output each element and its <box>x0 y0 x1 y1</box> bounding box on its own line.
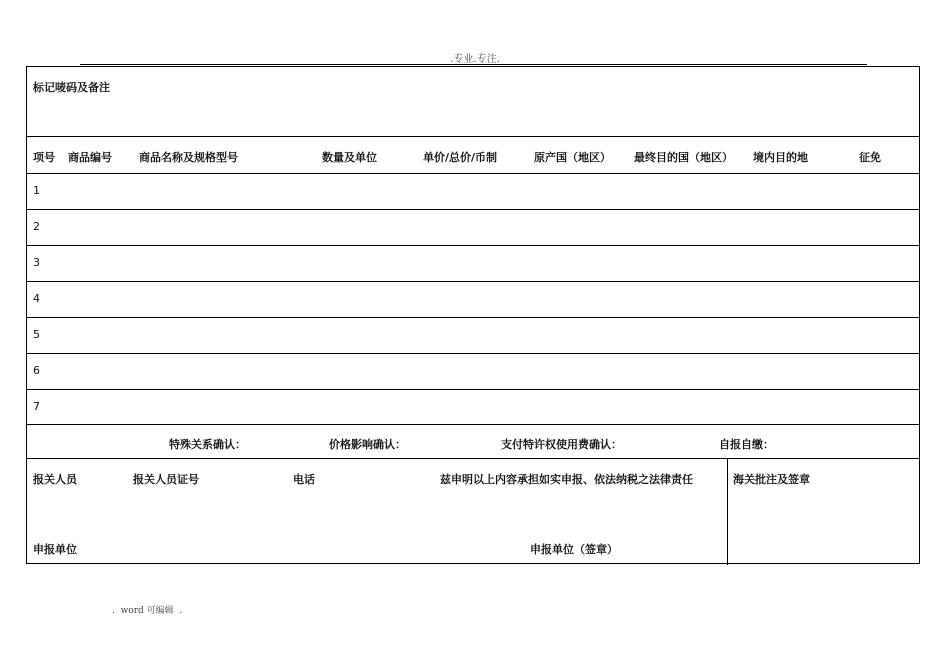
table-row <box>27 318 919 354</box>
row-number: 4 <box>33 292 40 305</box>
col-item-no: 项号 <box>33 151 55 164</box>
special-relationship-confirmation: 特殊关系确认： <box>169 438 246 451</box>
royalty-payment-confirmation: 支付特许权使用费确认： <box>501 438 622 451</box>
row-number: 2 <box>33 220 40 233</box>
customs-declaration-form <box>26 66 920 564</box>
col-destination-country: 最终目的国（地区） <box>634 151 733 164</box>
footer-note: . word 可编辑 . <box>112 606 183 616</box>
table-row <box>27 174 919 210</box>
table-row <box>27 210 919 246</box>
col-price-currency: 单价/总价/币制 <box>423 151 498 164</box>
customs-approval-divider <box>727 459 728 565</box>
row-number: 5 <box>33 328 40 341</box>
customs-approval-label: 海关批注及签章 <box>733 473 810 486</box>
self-report-payment: 自报自缴： <box>719 438 774 451</box>
column-header-row <box>27 137 919 174</box>
table-row <box>27 246 919 282</box>
declaring-unit-label: 申报单位 <box>33 543 77 556</box>
col-product-code: 商品编号 <box>68 151 112 164</box>
declarant-id-label: 报关人员证号 <box>133 473 199 486</box>
row-number: 6 <box>33 364 40 377</box>
row-number: 3 <box>33 256 40 269</box>
declarant-label: 报关人员 <box>33 473 77 486</box>
col-origin-country: 原产国（地区） <box>534 151 611 164</box>
table-row <box>27 354 919 390</box>
col-product-name-spec: 商品名称及规格型号 <box>139 151 238 164</box>
table-row <box>27 282 919 318</box>
marks-label: 标记唛码及备注 <box>33 81 110 94</box>
header-divider <box>80 64 867 65</box>
row-number: 7 <box>33 400 40 413</box>
marks-section <box>27 67 919 137</box>
table-row <box>27 390 919 425</box>
col-domestic-destination: 境内目的地 <box>753 151 808 164</box>
row-number: 1 <box>33 184 40 197</box>
legal-statement: 兹申明以上内容承担如实申报、依法纳税之法律责任 <box>440 473 693 486</box>
phone-label: 电话 <box>293 473 315 486</box>
col-quantity-unit: 数量及单位 <box>322 151 377 164</box>
confirmation-row <box>27 425 919 459</box>
price-influence-confirmation: 价格影响确认： <box>329 438 406 451</box>
col-tax-exemption: 征免 <box>859 151 881 164</box>
declaring-unit-seal-label: 申报单位（签章） <box>530 543 618 556</box>
header-note: .专业.专注. <box>450 54 500 65</box>
